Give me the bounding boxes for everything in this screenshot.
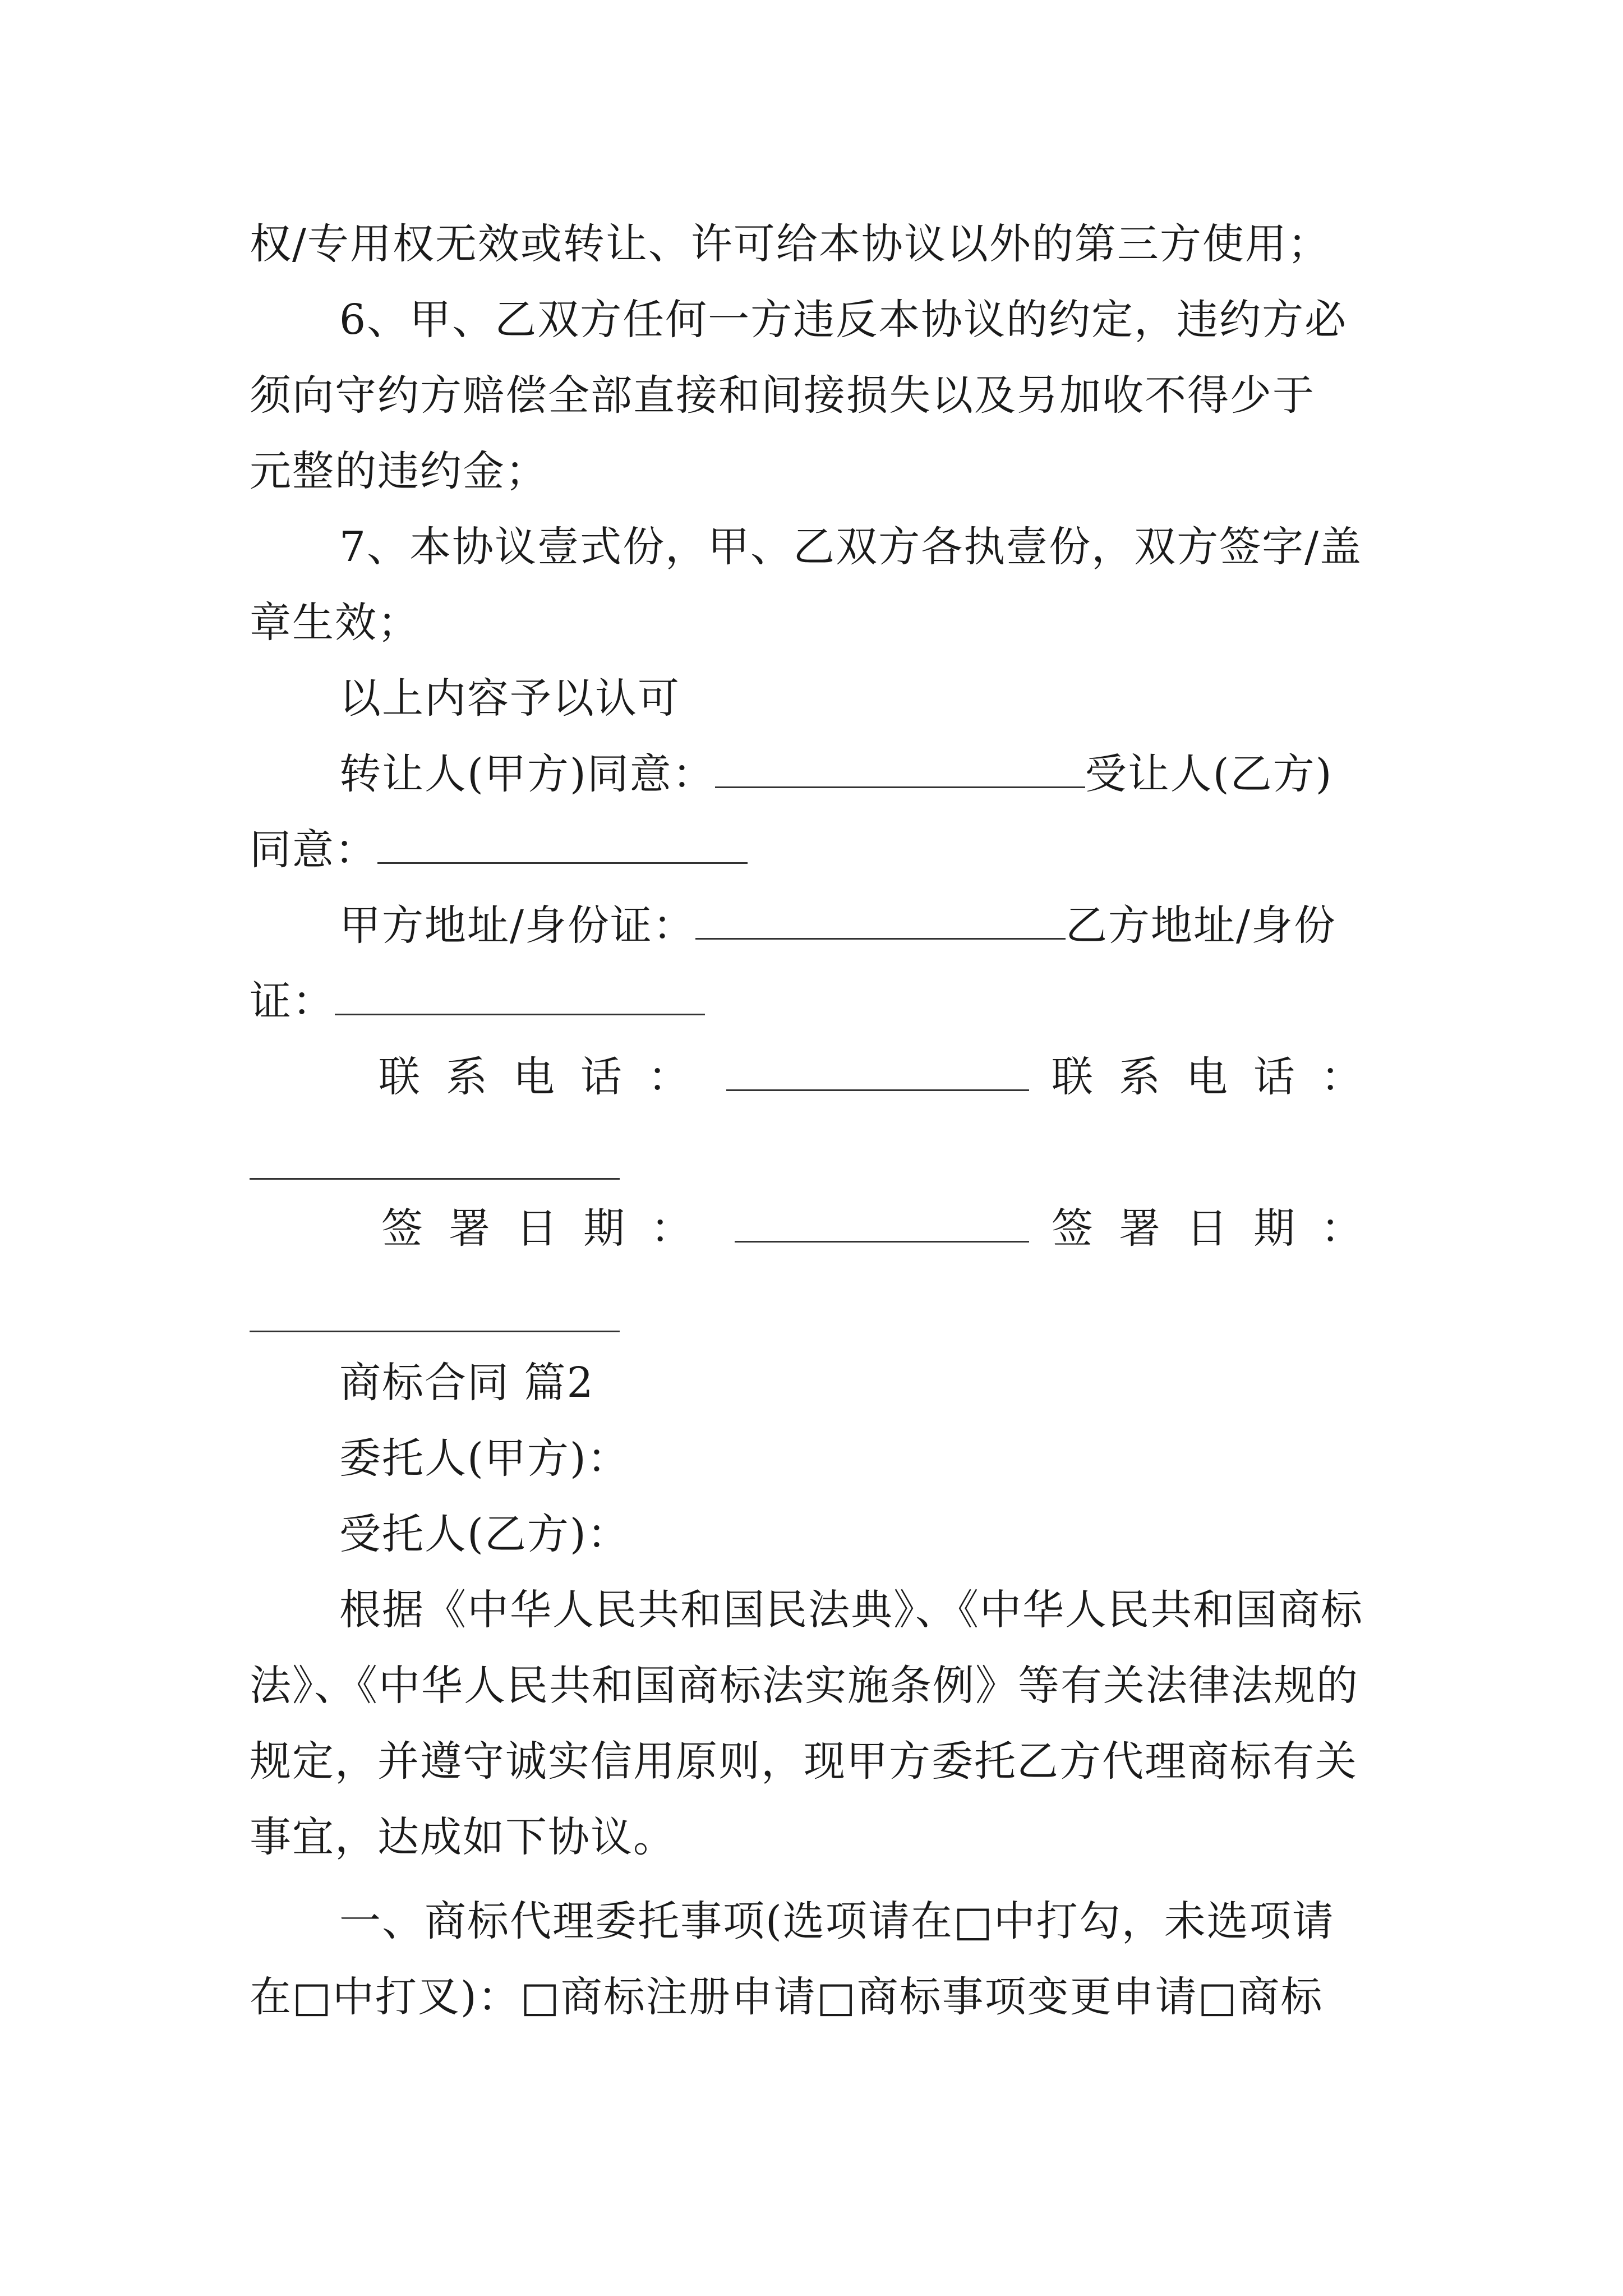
section-heading: 商标合同 篇2 xyxy=(339,1359,594,1407)
preamble-line-3: 规定，并遵守诚实信用原则，现甲方委托乙方代理商标有关 xyxy=(250,1737,1358,1786)
consent-label: 同意： xyxy=(250,826,377,874)
party-b-address-label: 乙方地址/身份 xyxy=(1065,901,1336,950)
party-b-phone-label: 联系电话： xyxy=(1052,1053,1388,1101)
preamble-line-1: 根据《中华人民共和国民法典》、《中华人民共和国商标 xyxy=(339,1586,1363,1634)
date-row xyxy=(381,1198,1388,1259)
id-label: 证： xyxy=(250,977,335,1025)
clause-7-line-2: 章生效； xyxy=(250,599,420,647)
client-label: 委托人(甲方)： xyxy=(339,1434,630,1483)
item-1-line-2: 在□中打叉)：□商标注册申请□商标事项变更申请□商标 xyxy=(250,1973,1324,2021)
item-1-line-1: 一、商标代理委托事项(选项请在□中打勾，未选项请 xyxy=(339,1897,1335,1945)
agent-label: 受托人(乙方)： xyxy=(339,1510,630,1558)
party-a-address-blank xyxy=(695,903,1066,940)
transferor-signature-blank xyxy=(715,752,1085,788)
party-b-date-blank xyxy=(250,1331,620,1332)
transferor-consent-row xyxy=(339,743,1388,805)
party-a-date-label: 签署日期： xyxy=(381,1204,718,1253)
preamble-line-2: 法》、《中华人民共和国商标法实施条例》等有关法律法规的 xyxy=(250,1662,1359,1710)
party-b-phone-blank xyxy=(250,1178,620,1180)
phone-row xyxy=(379,1046,1388,1108)
transferee-consent-row xyxy=(250,819,1388,881)
text-line-1: 权/专用权无效或转让、许可给本协议以外的第三方使用； xyxy=(250,220,1330,268)
party-a-phone-blank xyxy=(726,1055,1029,1091)
party-a-phone-label: 联系电话： xyxy=(379,1053,715,1101)
clause-6-line-2: 须向守约方赔偿全部直接和间接损失以及另加收不得少于 xyxy=(250,371,1315,420)
clause-7-line-1: 7、本协议壹式份，甲、乙双方各执壹份，双方签字/盖 xyxy=(339,523,1363,571)
party-b-id-row xyxy=(250,970,1388,1032)
preamble-line-4: 事宜，达成如下协议。 xyxy=(250,1813,676,1861)
clause-6-line-3: 元整的违约金； xyxy=(250,447,548,495)
party-a-address-label: 甲方地址/身份证： xyxy=(339,901,695,950)
approval-statement: 以上内容予以认可 xyxy=(339,674,680,723)
party-b-date-label: 签署日期： xyxy=(1052,1204,1388,1253)
transferee-consent-label: 受让人(乙方) xyxy=(1085,750,1333,798)
party-a-address-row xyxy=(339,895,1388,956)
transferee-signature-blank xyxy=(377,827,748,864)
party-b-address-blank xyxy=(335,979,705,1015)
party-a-date-blank xyxy=(735,1206,1029,1243)
clause-6-line-1: 6、甲、乙双方任何一方违反本协议的约定，违约方必 xyxy=(339,296,1348,344)
transferor-consent-label: 转让人(甲方)同意： xyxy=(339,750,715,798)
